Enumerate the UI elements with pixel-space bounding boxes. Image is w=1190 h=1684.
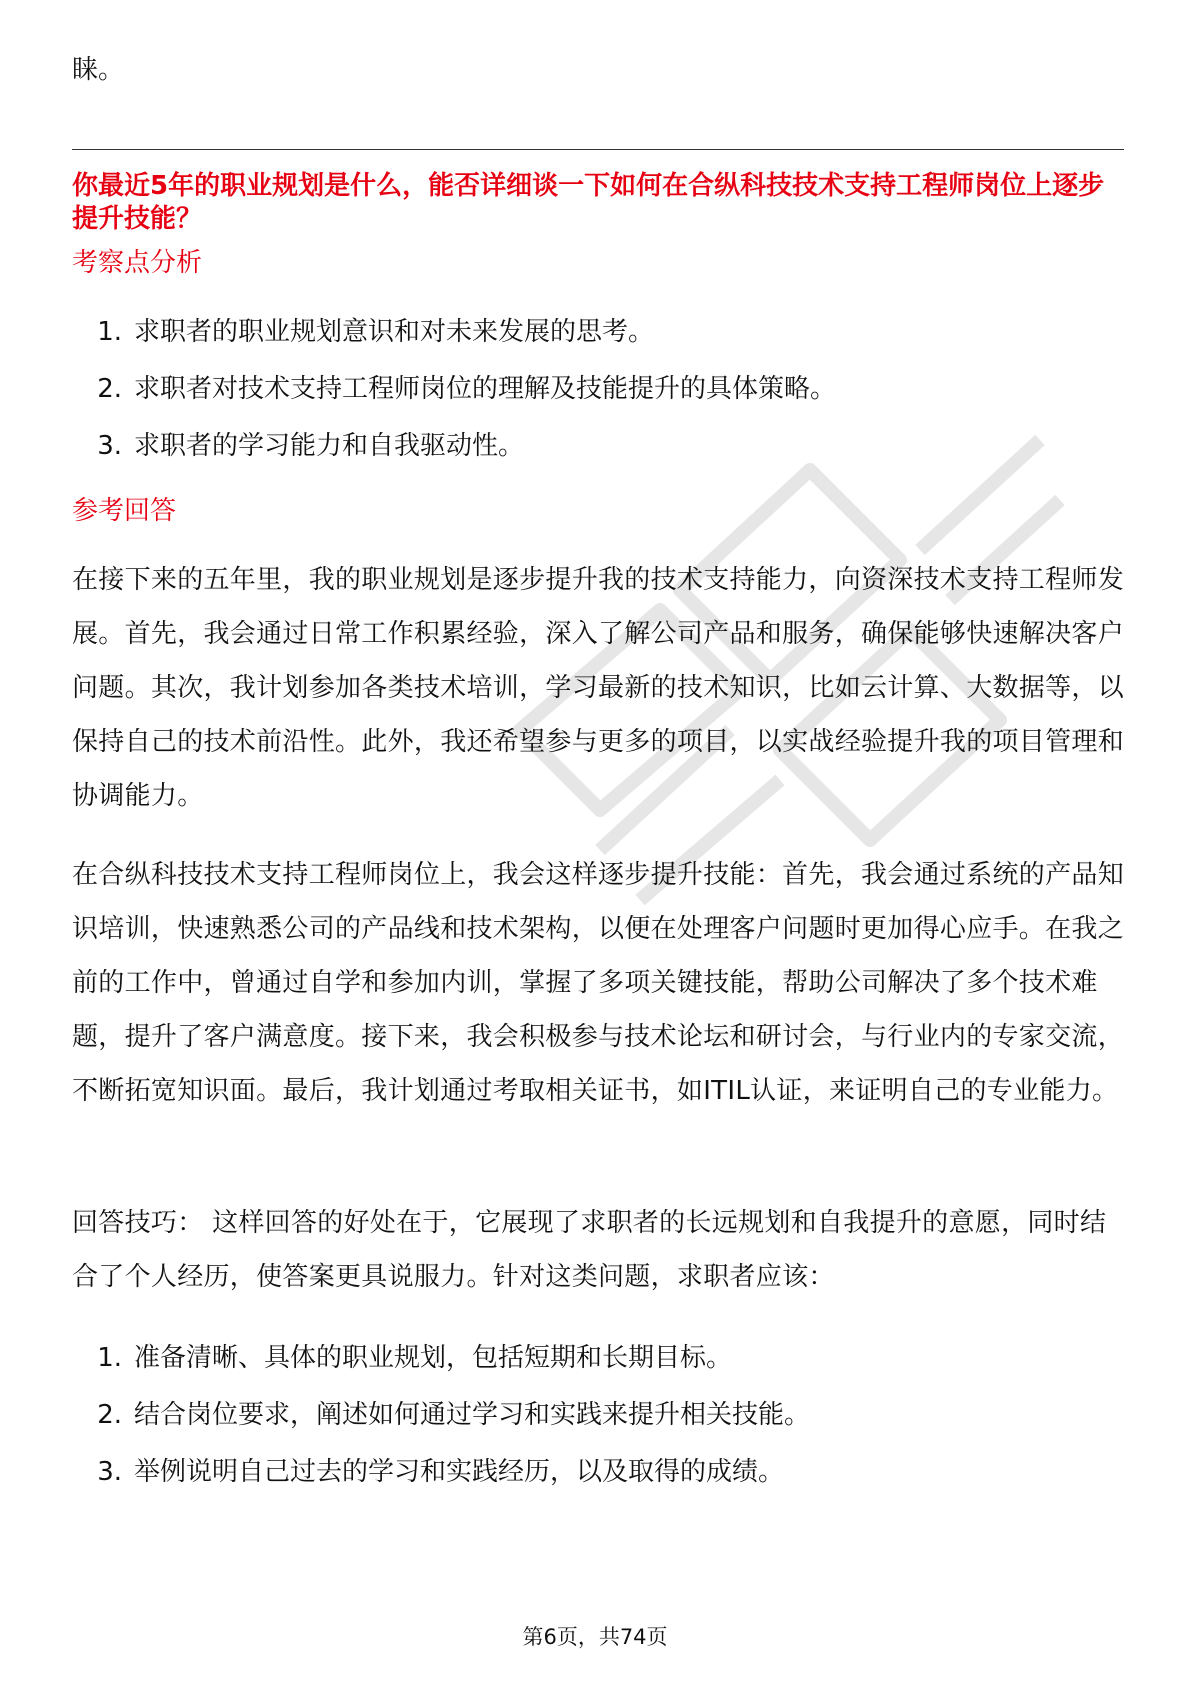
list-item-text: 求职者对技术支持工程师岗位的理解及技能提升的具体策略。 (134, 374, 837, 404)
list-item-number: 1. (97, 1343, 122, 1373)
list-item (72, 361, 836, 418)
answer-paragraph-1: 在接下来的五年里，我的职业规划是逐步提升我的技术支持能力，向资深技术支持工程师发展。首先，我会通过日常工作积累经验，深入了解公司产品和服务，确保能够快速解决客户问题。其次，我计划参加各类技术培训，学习最新的技术知识，比如云计算、大数据等，以保持自己的技术前沿性。此外，我还希望参与更多的项目，以实战经验提升我的项目管理和协调能力。 (72, 565, 1125, 811)
list-item-text: 求职者的职业规划意识和对未来发展的思考。 (134, 317, 655, 347)
list-item-number: 2. (97, 374, 122, 404)
list-item (72, 1444, 810, 1501)
answer-paragraph-2: 在合纵科技技术支持工程师岗位上，我会这样逐步提升技能：首先，我会通过系统的产品知识培训，快速熟悉公司的产品线和技术架构，以便在处理客户问题时更加得心应手。在我之前的工作中，曾通过自学和参加内训，掌握了多项关键技能，帮助公司解决了多个技术难题，提升了客户满意度。接下来，我会积极参与技术论坛和研讨会，与行业内的专家交流，不断拓宽知识面。最后，我计划通过考取相关证书，如ITIL认证，来证明自己的专业能力。 (72, 860, 1125, 1106)
list-item (72, 418, 836, 475)
list-item-text: 准备清晰、具体的职业规划，包括短期和长期目标。 (134, 1343, 733, 1373)
continued-text-fragment: 睐。 (72, 55, 125, 85)
page-number-footer: 第6页，共74页 (522, 1625, 668, 1649)
list-item (72, 1330, 810, 1387)
analysis-list (72, 304, 836, 475)
list-item-text: 举例说明自己过去的学习和实践经历，以及取得的成绩。 (134, 1457, 785, 1487)
section-divider (72, 149, 1124, 150)
analysis-heading: 考察点分析 (72, 248, 203, 278)
list-item-text: 求职者的学习能力和自我驱动性。 (134, 431, 525, 461)
tips-list (72, 1330, 810, 1501)
list-item-number: 2. (97, 1400, 122, 1430)
list-item-number: 3. (97, 431, 122, 461)
list-item (72, 1387, 810, 1444)
list-item-number: 3. (97, 1457, 122, 1487)
list-item-number: 1. (97, 317, 122, 347)
list-item (72, 304, 836, 361)
list-item-text: 结合岗位要求，阐述如何通过学习和实践来提升相关技能。 (134, 1400, 811, 1430)
answer-heading: 参考回答 (72, 496, 177, 526)
tips-paragraph: 回答技巧： 这样回答的好处在于，它展现了求职者的长远规划和自我提升的意愿，同时结合了个人经历，使答案更具说服力。针对这类问题，求职者应该： (72, 1208, 1107, 1292)
interview-question: 你最近5年的职业规划是什么，能否详细谈一下如何在合纵科技技术支持工程师岗位上逐步提升技能？ (72, 171, 1105, 234)
